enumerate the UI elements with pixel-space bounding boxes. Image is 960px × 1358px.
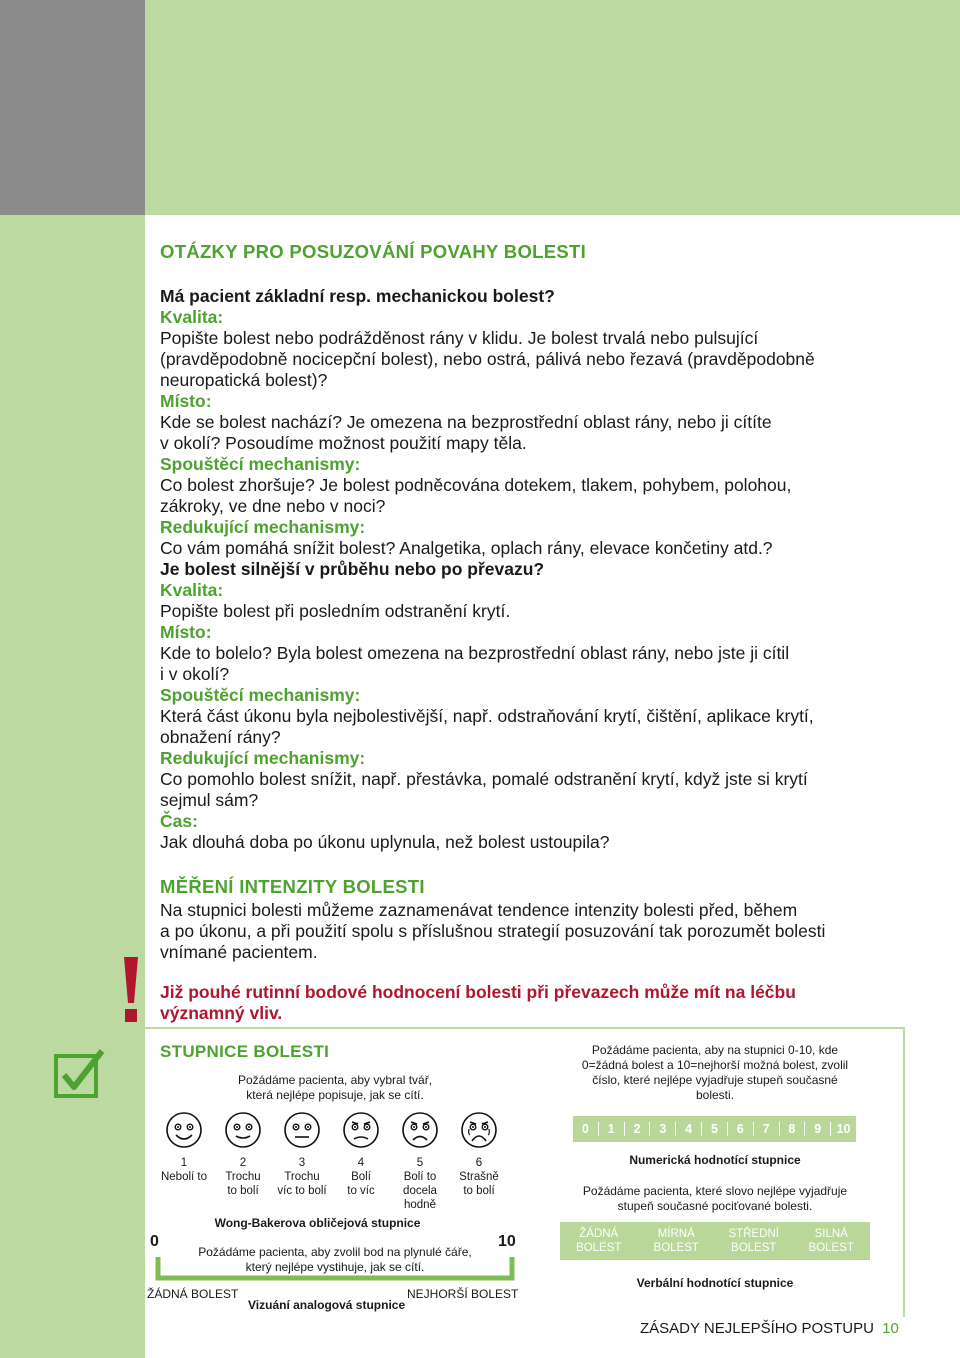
numeric-value[interactable]: 8 bbox=[780, 1122, 806, 1136]
verbal-value-line: BOLEST bbox=[576, 1242, 622, 1254]
numeric-value[interactable]: 10 bbox=[836, 1122, 851, 1136]
footer bbox=[640, 1320, 899, 1337]
numeric-value[interactable]: 1 bbox=[599, 1122, 625, 1136]
warning-line: Již pouhé rutinní bodové hodnocení bolesti při převazech může mít na léčbu bbox=[160, 982, 796, 1002]
face-label bbox=[328, 1156, 394, 1198]
scales-top-rule bbox=[145, 1027, 905, 1029]
verbal-value-line: SILNÁ bbox=[814, 1228, 848, 1240]
question-line: Místo: bbox=[160, 622, 212, 642]
face-number: 1 bbox=[180, 1157, 188, 1169]
numeric-instruction-line: Požádáme pacienta, aby na stupnici 0-10, kde bbox=[591, 1043, 839, 1057]
vas-instruction-line: který nejlépe vystihuje, jak se cítí. bbox=[245, 1260, 425, 1274]
face-number: 2 bbox=[239, 1157, 247, 1169]
face-label-line: Bolí to bbox=[403, 1171, 437, 1183]
numeric-instruction bbox=[560, 1043, 870, 1103]
question-line: Kde to bolelo? Byla bolest omezena na bezprostřední oblast rány, nebo jste ji cítil bbox=[160, 643, 790, 663]
verbal-instruction-line: stupeň současné pociťované bolesti. bbox=[617, 1199, 813, 1213]
numeric-instruction-line: číslo, které nejlépe vyjadřuje stupeň současné bbox=[592, 1073, 838, 1087]
numeric-value[interactable]: 9 bbox=[805, 1122, 831, 1136]
header-grey-block bbox=[0, 0, 145, 215]
face-number: 6 bbox=[475, 1157, 483, 1169]
faces-instruction bbox=[200, 1073, 470, 1103]
face-label bbox=[210, 1156, 276, 1198]
face-4-icon[interactable] bbox=[342, 1111, 380, 1149]
numeric-value[interactable]: 3 bbox=[650, 1122, 676, 1136]
footer-text: ZÁSADY NEJLEPŠÍHO POSTUPU bbox=[640, 1320, 874, 1337]
checkmark-icon bbox=[52, 1047, 108, 1099]
face-number: 3 bbox=[298, 1157, 306, 1169]
question-line: Kvalita: bbox=[160, 307, 224, 327]
question-line: (pravděpodobně nocicepční bolest), nebo ostrá, pálivá nebo řezavá (pravděpodobně bbox=[160, 349, 815, 369]
intensity-line: vnímané pacientem. bbox=[160, 942, 318, 962]
question-line: Redukující mechanismy: bbox=[160, 748, 366, 768]
verbal-caption: Verbální hodnotící stupnice bbox=[636, 1276, 794, 1290]
face-6-icon[interactable] bbox=[460, 1111, 498, 1149]
header-green-band bbox=[145, 0, 960, 215]
verbal-value-line: BOLEST bbox=[731, 1242, 777, 1254]
question-line: Co bolest zhoršuje? Je bolest podněcována dotekem, tlakem, pohybem, polohou, bbox=[160, 475, 792, 495]
intensity-line: Na stupnici bolesti můžeme zaznamenávat tendence intenzity bolesti před, během bbox=[160, 900, 798, 920]
vas-instruction-line: Požádáme pacienta, aby zvolil bod na plynulé čáře, bbox=[198, 1245, 472, 1259]
face-label bbox=[387, 1156, 453, 1212]
question-line: Redukující mechanismy: bbox=[160, 517, 366, 537]
question-line: Spouštěcí mechanismy: bbox=[160, 454, 361, 474]
question-line: Kvalita: bbox=[160, 580, 224, 600]
question-line: Je bolest silnější v průběhu nebo po převazu? bbox=[160, 559, 545, 579]
question-line: Která část úkonu byla nejbolestivější, např. odstraňování krytí, čištění, aplikace krytí, bbox=[160, 706, 814, 726]
verbal-value[interactable] bbox=[715, 1227, 793, 1255]
question-line: Popište bolest nebo podrážděnost rány v klidu. Je bolest trvalá nebo pulsující bbox=[160, 328, 759, 348]
question-line: obnažení rány? bbox=[160, 727, 281, 747]
vas-caption: Vizuání analogová stupnice bbox=[248, 1298, 406, 1312]
verbal-value[interactable] bbox=[560, 1227, 638, 1255]
face-label-line: Strašně bbox=[459, 1171, 499, 1183]
face-label-line: Trochu bbox=[225, 1171, 261, 1183]
face-5-icon[interactable] bbox=[401, 1111, 439, 1149]
faces-caption: Wong-Bakerova obličejová stupnice bbox=[214, 1216, 421, 1230]
verbal-instruction bbox=[560, 1184, 870, 1214]
numeric-value[interactable]: 6 bbox=[728, 1122, 754, 1136]
question-line: Má pacient základní resp. mechanickou bolest? bbox=[160, 286, 555, 306]
intensity-line: a po úkonu, a při použití spolu s příslušnou strategií posuzování tak porozumět bolesti bbox=[160, 921, 826, 941]
faces-instruction-line: která nejlépe popisuje, jak se cítí. bbox=[246, 1088, 424, 1102]
verbal-value-line: STŘEDNÍ bbox=[728, 1228, 779, 1240]
numeric-instruction-line: bolesti. bbox=[695, 1088, 735, 1102]
numeric-value[interactable]: 0 bbox=[573, 1122, 599, 1136]
exclamation-icon bbox=[113, 955, 149, 1025]
face-label-line: docela bbox=[403, 1185, 437, 1197]
question-line: sejmul sám? bbox=[160, 790, 259, 810]
question-line: Popište bolest při posledním odstranění krytí. bbox=[160, 601, 511, 621]
numeric-value[interactable]: 2 bbox=[625, 1122, 651, 1136]
face-label-line: Bolí bbox=[351, 1171, 371, 1183]
vas-right-label: NEJHORŠÍ BOLEST bbox=[407, 1287, 519, 1301]
numeric-instruction-line: 0=žádná bolest a 10=nejhorší možná bolest, zvolil bbox=[581, 1058, 849, 1072]
question-line: Co pomohlo bolest snížit, např. přestávka, pomalé odstranění krytí, když jste si krytí bbox=[160, 769, 808, 789]
vas-line[interactable] bbox=[155, 1257, 515, 1281]
page-number: 10 bbox=[882, 1320, 899, 1337]
question-line: Spouštěcí mechanismy: bbox=[160, 685, 361, 705]
numeric-caption: Numerická hodnotící stupnice bbox=[629, 1153, 801, 1167]
face-label-line: to bolí bbox=[227, 1185, 259, 1197]
section-title-pain-intensity: MĚŘENÍ INTENZITY BOLESTI bbox=[160, 876, 425, 897]
verbal-value-line: BOLEST bbox=[808, 1242, 854, 1254]
question-line: neuropatická bolest)? bbox=[160, 370, 328, 390]
left-green-margin bbox=[0, 215, 145, 1358]
numeric-value[interactable]: 5 bbox=[702, 1122, 728, 1136]
verbal-value[interactable] bbox=[793, 1227, 871, 1255]
vas-left-label: ŽÁDNÁ BOLEST bbox=[147, 1287, 239, 1301]
question-line: v okolí? Posoudíme možnost použití mapy těla. bbox=[160, 433, 527, 453]
face-1-icon[interactable] bbox=[165, 1111, 203, 1149]
pain-nature-questions bbox=[160, 286, 930, 853]
verbal-value-line: ŽÁDNÁ bbox=[579, 1228, 619, 1240]
numeric-scale bbox=[573, 1116, 856, 1142]
verbal-instruction-line: Požádáme pacienta, které slovo nejlépe vyjadřuje bbox=[582, 1184, 848, 1198]
warning-line: významný vliv. bbox=[160, 1003, 283, 1023]
face-3-icon[interactable] bbox=[283, 1111, 321, 1149]
verbal-value-line: BOLEST bbox=[653, 1242, 699, 1254]
faces-instruction-line: Požádáme pacienta, aby vybral tvář, bbox=[237, 1073, 433, 1087]
face-number: 5 bbox=[416, 1157, 424, 1169]
question-line: i v okolí? bbox=[160, 664, 230, 684]
face-label-line: to víc bbox=[347, 1185, 375, 1197]
scales-right-rule bbox=[903, 1027, 905, 1317]
numeric-value[interactable]: 4 bbox=[676, 1122, 702, 1136]
face-label-line: hodně bbox=[404, 1199, 436, 1211]
face-label-line: Trochu bbox=[284, 1171, 320, 1183]
face-label-line: víc to bolí bbox=[277, 1185, 327, 1197]
face-number: 4 bbox=[357, 1157, 365, 1169]
face-label bbox=[269, 1156, 335, 1198]
vas-zero-label: 0 bbox=[150, 1233, 159, 1250]
pain-intensity-text bbox=[160, 900, 930, 963]
question-line: Jak dlouhá doba po úkonu uplynula, než bolest ustoupila? bbox=[160, 832, 610, 852]
scales-title: STUPNICE BOLESTI bbox=[160, 1042, 330, 1061]
section-title-pain-nature: OTÁZKY PRO POSUZOVÁNÍ POVAHY BOLESTI bbox=[160, 241, 587, 262]
verbal-scale bbox=[560, 1222, 870, 1260]
vas-ten-label: 10 bbox=[498, 1233, 516, 1250]
question-line: Co vám pomáhá snížit bolest? Analgetika, oplach rány, elevace končetiny atd.? bbox=[160, 538, 773, 558]
face-label bbox=[446, 1156, 512, 1198]
verbal-value[interactable] bbox=[638, 1227, 716, 1255]
verbal-value-line: MÍRNÁ bbox=[657, 1228, 695, 1240]
question-line: zákroky, ve dne nebo v noci? bbox=[160, 496, 386, 516]
face-2-icon[interactable] bbox=[224, 1111, 262, 1149]
face-label-line: Nebolí to bbox=[160, 1171, 208, 1183]
question-line: Čas: bbox=[160, 811, 198, 831]
warning-text bbox=[160, 982, 930, 1024]
numeric-value[interactable]: 7 bbox=[754, 1122, 780, 1136]
question-line: Kde se bolest nachází? Je omezena na bezprostřední oblast rány, nebo ji cítíte bbox=[160, 412, 772, 432]
face-label-line: to bolí bbox=[463, 1185, 495, 1197]
question-line: Místo: bbox=[160, 391, 212, 411]
face-label bbox=[151, 1156, 217, 1184]
